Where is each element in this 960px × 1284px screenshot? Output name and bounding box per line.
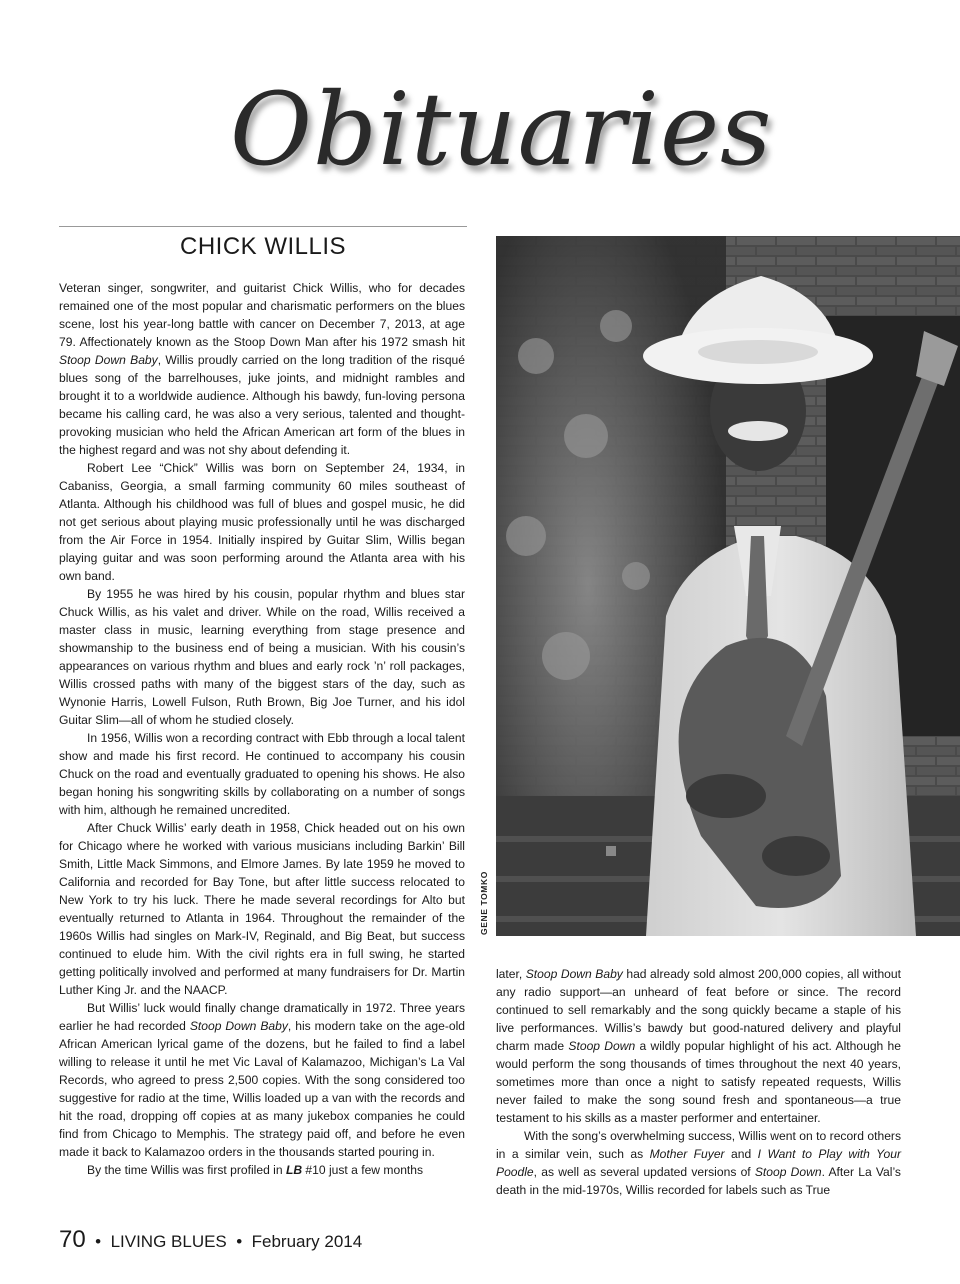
italic-title: Stoop Down Baby [59,353,158,367]
footer-separator: • [236,1232,243,1251]
article-paragraph [59,729,465,819]
italic-title: Mother Fuyer [649,1147,725,1161]
italic-title: I Want to Play with Your Poodle [496,1147,901,1179]
paragraph-text: and [724,1147,758,1161]
section-masthead [230,55,773,205]
paragraph-text: later, [496,967,526,981]
paragraph-text: , as well as several updated versions of [533,1165,755,1179]
paragraph-text: With the song’s overwhelming success, Willis went on to record others in a similar vein, such as [496,1129,901,1161]
paragraph-text: . After La Val’s death in the mid-1970s, Willis recorded for labels such as True [496,1165,901,1197]
photo-credit: GENE TOMKO [479,871,489,935]
paragraph-text: , his modern take on the age-old African American lyrical game of the dozens, but he failed to find a label willing to release it until he met Vic Laval of Kalamazoo, Michigan’s La Val Records, who agreed to press 2,500 copies. With the song considered too suggestive for radio at the time, Willis loaded up a van with the records and hit the road, dropping off copies at as many jukebox companies he could find from Chicago to Memphis. The strategy paid off, and before he even made it back to Kalamazoo orders in the thousands started pouring in. [59,1019,465,1159]
article-paragraph [496,1127,901,1199]
paragraph-text: By 1955 he was hired by his cousin, popular rhythm and blues star Chuck Willis, as his valet and driver. While on the road, Willis received a master class in music, learning everything from stage presence and showmanship to the business end of being a musician. With his cousin’s appearances on various rhythm and blues and early rock ’n’ roll packages, Willis crossed paths with many of the biggest stars of the day, such as Wynonie Harris, Lowell Fulson, Ruth Brown, Big Joe Turner, and his idol Guitar Slim—all of whom he studied closely. [59,587,465,727]
issue-date: February 2014 [251,1232,363,1251]
italic-title: Stoop Down [568,1039,636,1053]
publication-name: LIVING BLUES [110,1232,227,1251]
page-footer [59,1226,362,1256]
magazine-abbrev: LB [285,1163,303,1177]
italic-title: Stoop Down Baby [525,967,623,981]
article-headline: CHICK WILLIS [179,233,347,260]
paragraph-text: In 1956, Willis won a recording contract with Ebb through a local talent show and made his first record. He continued to accompany his cousin Chuck on the road and eventually graduated to opening his shows. He also began honing his songwriting skills by collaborating on a number of songs with him, although he remained uncredited. [59,731,465,817]
article-paragraph [59,819,465,999]
article-paragraph [496,965,901,1127]
article-paragraph [59,459,465,585]
headline-rule [59,226,467,227]
paragraph-text: Robert Lee “Chick” Willis was born on September 24, 1934, in Cabaniss, Georgia, a small farming community 60 miles southeast of Atlanta. Although his childhood was full of blues and gospel music, he did not get serious about playing music professionally until he was discharged from the Air Force in 1954. Initially inspired by Guitar Slim, Willis began playing guitar and was soon performing around the Atlanta area with his own band. [59,461,465,583]
italic-title: Stoop Down [754,1165,822,1179]
footer-separator: • [95,1232,102,1251]
article-paragraph [59,279,465,459]
article-column-right [496,965,901,1199]
paragraph-text: a wildly popular highlight of his act. Although he would perform the song thousands of times throughout the next 40 years, sometimes more than once a night to satisfy repeated requests, Willis never failed to make the song sound fresh and spontaneous—a true testament to his skills as a master performer and entertainer. [496,1039,902,1125]
paragraph-text: , Willis proudly carried on the long tradition of the risqué blues song of the barrelhouses, juke joints, and midnight rambles and brought it to a worldwide audience. Although his bawdy, fun-loving persona became his calling card, he was also a very serious, talented and thought-provoking musician who held the African American art form of the blues in the highest regard and was not shy about defending it. [59,353,466,457]
section-title: Obituaries [230,71,773,188]
paragraph-text: By the time Willis was first profiled in [87,1163,286,1177]
article-column-left [59,279,465,1179]
paragraph-text: After Chuck Willis’ early death in 1958, Chick headed out on his own for Chicago where he worked with various musicians including Barkin’ Bill Smith, Little Mack Simmons, and Elmore James. By late 1959 he moved to California and recorded for Bay Tone, but after little success relocated to New York to try his luck. There he made several recordings for Alto but eventually returned to Atlanta in 1964. Throughout the remainder of the 1960s Willis had singles on Mark-IV, Reginald, and Big Beat, but success continued to elude him. With the civil rights era in full swing, he started getting politically involved and performed at many fundraisers for Dr. Martin Luther King Jr. and the NAACP. [59,821,465,997]
paragraph-text: #10 just a few months [302,1163,424,1177]
portrait-photo [496,236,960,936]
paragraph-text: But Willis’ luck would finally change dramatically in 1972. Three years earlier he had recorded [59,1001,465,1033]
article-paragraph [59,585,465,729]
paragraph-text: had already sold almost 200,000 copies, all without any radio support—an unheard of feat before or since. The record continued to sell remarkably and the song quickly became a staple of his live performances. Willis’s bawdy but good-natured delivery and playful charm made [496,967,901,1053]
article-paragraph [59,1161,465,1179]
italic-title: Stoop Down Baby [189,1019,288,1033]
article-paragraph [59,999,465,1161]
page-number: 70 [59,1226,86,1253]
paragraph-text: Veteran singer, songwriter, and guitarist Chick Willis, who for decades remained one of the most popular and charismatic performers on the blues scene, lost his year-long battle with cancer on December 7, 2013, at age 79. Affectionately known as the Stoop Down Man after his 1972 smash hit [59,281,465,349]
